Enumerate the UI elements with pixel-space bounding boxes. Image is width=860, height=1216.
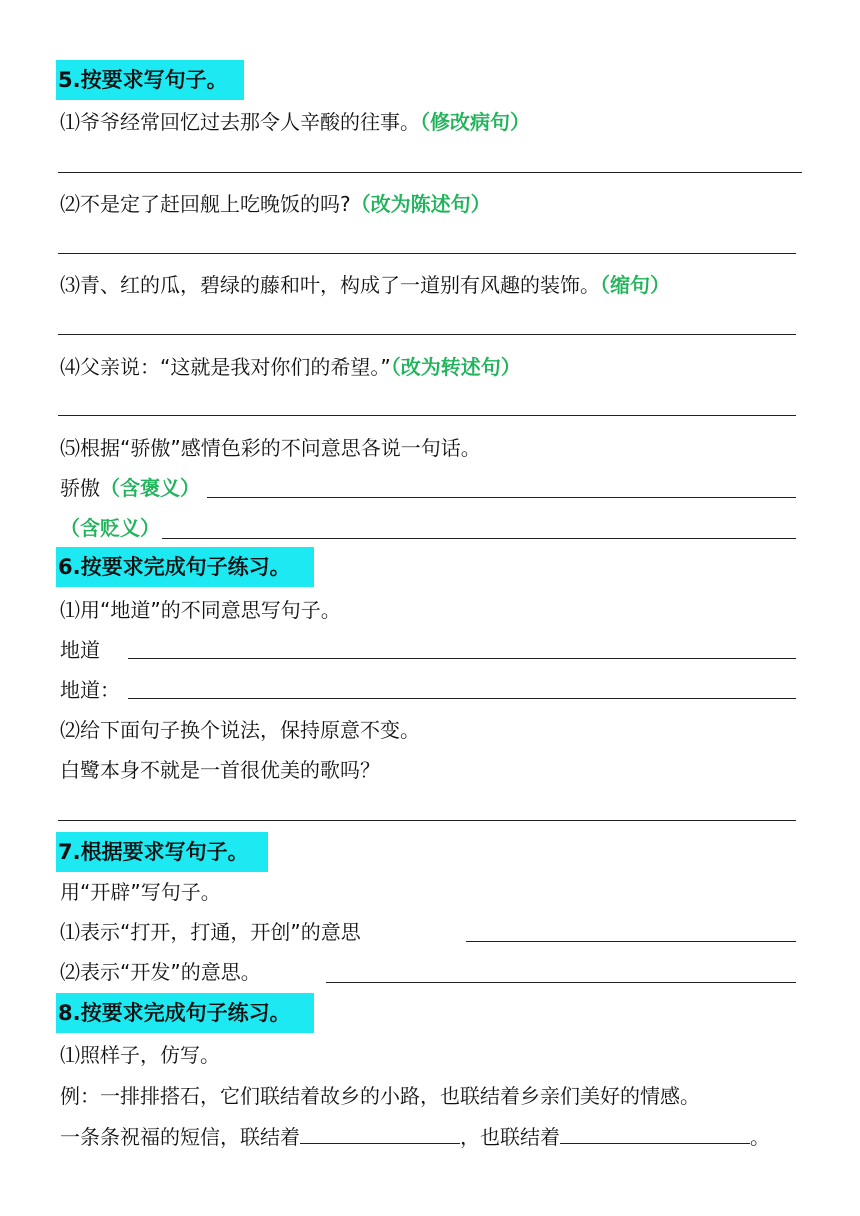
s6-q1-answer-line-b[interactable] <box>128 698 796 699</box>
s8-example: 例：一排排搭石，它们联结着故乡的小路，也联结着乡亲们美好的情感。 <box>60 1084 700 1108</box>
s6-q1-label-a: 地道 <box>60 638 100 662</box>
s5-q3 <box>60 271 670 299</box>
s5-q2 <box>60 190 491 218</box>
s5-q4-tag: （改为转述句） <box>390 355 521 379</box>
s7-q2: ⑵表示“开发”的意思。 <box>60 960 261 984</box>
s5-q1-tag: （修改病句） <box>420 110 530 134</box>
s5-q5-tag-a: （含褒义） <box>100 476 200 500</box>
s6-q2: ⑵给下面句子换个说法，保持原意不变。 <box>60 718 420 742</box>
s5-q1-answer-line[interactable] <box>58 172 802 173</box>
s5-q5-label-a: 骄傲 <box>60 476 100 500</box>
section-6-title: 6.按要求完成句子练习。 <box>56 547 314 587</box>
s8-blank-a[interactable] <box>300 1123 460 1144</box>
s8-blank-b[interactable] <box>560 1123 750 1144</box>
s5-q5-row-a <box>60 474 200 502</box>
s5-q3-answer-line[interactable] <box>58 334 796 335</box>
s5-q4-text: ⑷父亲说：“这就是我对你们的希望。” <box>60 355 391 379</box>
s7-intro: 用“开辟”写句子。 <box>60 880 221 904</box>
s5-q2-tag: （改为陈述句） <box>350 192 491 216</box>
s5-q1 <box>60 108 530 136</box>
s6-q1-answer-line-a[interactable] <box>128 658 796 659</box>
s5-q4-answer-line[interactable] <box>58 415 796 416</box>
section-5-title: 5.按要求写句子。 <box>56 60 244 100</box>
section-7-title: 7.根据要求写句子。 <box>56 832 268 872</box>
s5-q1-text: ⑴爷爷经常回忆过去那令人辛酸的往事。 <box>60 110 420 134</box>
s6-q1-label-b: 地道： <box>60 678 120 702</box>
s6-q2-answer-line[interactable] <box>58 820 796 821</box>
s5-q5-answer-line-b[interactable] <box>162 538 796 539</box>
s5-q3-text: ⑶青、红的瓜，碧绿的藤和叶，构成了一道别有风趣的装饰。 <box>60 273 600 297</box>
s5-q3-tag: （缩句） <box>600 273 670 297</box>
s5-q4 <box>60 353 521 381</box>
s7-q1: ⑴表示“打开，打通，开创”的意思 <box>60 920 361 944</box>
s5-q5-tag-b: （含贬义） <box>60 516 160 540</box>
s5-q5-answer-line-a[interactable] <box>207 497 796 498</box>
s8-q1: ⑴照样子，仿写。 <box>60 1043 220 1067</box>
s8-fill-row <box>60 1123 770 1151</box>
s6-q2-sentence: 白鹭本身不就是一首很优美的歌吗？ <box>60 758 380 782</box>
s7-q2-answer-line[interactable] <box>326 982 796 983</box>
s7-q1-answer-line[interactable] <box>466 941 796 942</box>
s8-fill-end: 。 <box>750 1125 770 1149</box>
s5-q2-answer-line[interactable] <box>58 253 796 254</box>
s8-fill-b: ，也联结着 <box>460 1125 560 1149</box>
section-8-title: 8.按要求完成句子练习。 <box>56 993 314 1033</box>
s5-q2-text: ⑵不是定了赶回舰上吃晚饭的吗? <box>60 192 351 216</box>
s5-q5: ⑸根据“骄傲”感情色彩的不问意思各说一句话。 <box>60 436 481 460</box>
s6-q1: ⑴用“地道”的不同意思写句子。 <box>60 598 341 622</box>
s8-fill-a: 一条条祝福的短信，联结着 <box>60 1125 300 1149</box>
